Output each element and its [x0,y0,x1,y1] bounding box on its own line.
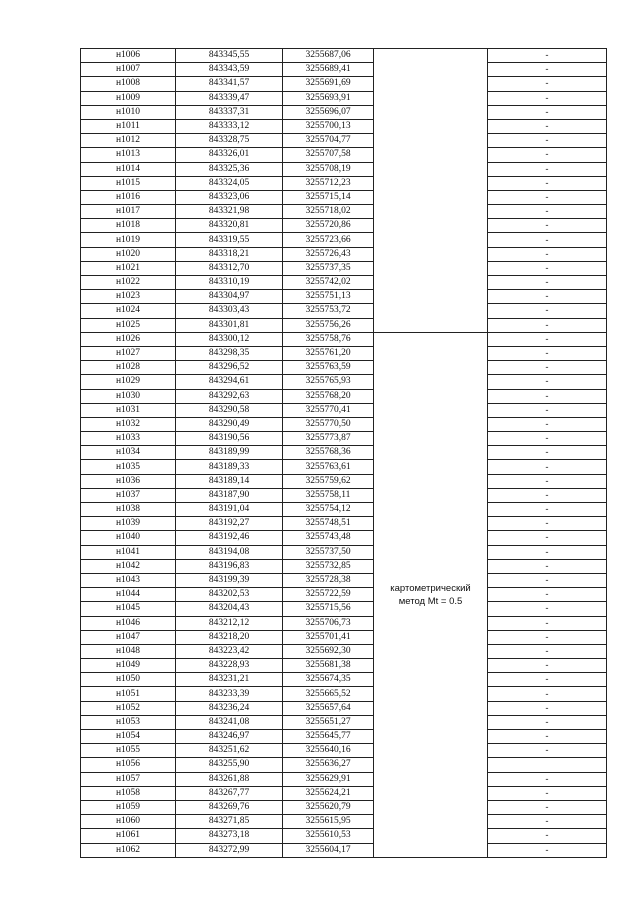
point-id-cell: н1024 [81,304,176,318]
note-dash-cell: - [488,531,607,545]
note-dash-cell: - [488,616,607,630]
table-row [81,659,607,673]
y-coordinate-cell: 3255624,21 [283,786,374,800]
note-dash-cell: - [488,290,607,304]
point-id-cell: н1052 [81,701,176,715]
table-row [81,474,607,488]
table-row [81,843,607,857]
x-coordinate-cell: 843218,20 [176,630,283,644]
note-dash-cell: - [488,190,607,204]
note-dash-cell: - [488,318,607,332]
coordinates-table [80,48,607,858]
y-coordinate-cell: 3255720,86 [283,219,374,233]
point-id-cell: н1036 [81,474,176,488]
y-coordinate-cell: 3255751,13 [283,290,374,304]
x-coordinate-cell: 843192,46 [176,531,283,545]
table-row [81,233,607,247]
y-coordinate-cell: 3255732,85 [283,559,374,573]
x-coordinate-cell: 843318,21 [176,247,283,261]
x-coordinate-cell: 843339,47 [176,91,283,105]
point-id-cell: н1012 [81,134,176,148]
table-row [81,715,607,729]
point-id-cell: н1032 [81,417,176,431]
note-dash-cell: - [488,261,607,275]
y-coordinate-cell: 3255743,48 [283,531,374,545]
note-dash-cell: - [488,49,607,63]
y-coordinate-cell: 3255759,62 [283,474,374,488]
point-id-cell: н1020 [81,247,176,261]
y-coordinate-cell: 3255763,59 [283,361,374,375]
x-coordinate-cell: 843196,83 [176,559,283,573]
y-coordinate-cell: 3255748,51 [283,517,374,531]
table-row [81,800,607,814]
y-coordinate-cell: 3255728,38 [283,573,374,587]
y-coordinate-cell: 3255737,35 [283,261,374,275]
table-row [81,304,607,318]
point-id-cell: н1060 [81,815,176,829]
note-dash-cell: - [488,134,607,148]
point-id-cell: н1051 [81,687,176,701]
x-coordinate-cell: 843301,81 [176,318,283,332]
note-dash-cell: - [488,588,607,602]
x-coordinate-cell: 843194,08 [176,545,283,559]
point-id-cell: н1008 [81,77,176,91]
x-coordinate-cell: 843323,06 [176,190,283,204]
y-coordinate-cell: 3255701,41 [283,630,374,644]
point-id-cell: н1023 [81,290,176,304]
table-row [81,148,607,162]
note-dash-cell [488,758,607,772]
point-id-cell: н1049 [81,659,176,673]
x-coordinate-cell: 843255,90 [176,758,283,772]
y-coordinate-cell: 3255753,72 [283,304,374,318]
table-row [81,744,607,758]
x-coordinate-cell: 843199,39 [176,573,283,587]
point-id-cell: н1044 [81,588,176,602]
method-cell-upper [374,49,488,333]
x-coordinate-cell: 843272,99 [176,843,283,857]
point-id-cell: н1029 [81,375,176,389]
x-coordinate-cell: 843312,70 [176,261,283,275]
note-dash-cell: - [488,715,607,729]
table-row [81,389,607,403]
x-coordinate-cell: 843267,77 [176,786,283,800]
table-row [81,503,607,517]
y-coordinate-cell: 3255715,56 [283,602,374,616]
y-coordinate-cell: 3255758,76 [283,332,374,346]
point-id-cell: н1061 [81,829,176,843]
note-dash-cell: - [488,176,607,190]
y-coordinate-cell: 3255706,73 [283,616,374,630]
point-id-cell: н1033 [81,432,176,446]
note-dash-cell: - [488,559,607,573]
point-id-cell: н1053 [81,715,176,729]
table-row [81,786,607,800]
x-coordinate-cell: 843328,75 [176,134,283,148]
note-dash-cell: - [488,375,607,389]
table-row [81,531,607,545]
y-coordinate-cell: 3255770,50 [283,417,374,431]
point-id-cell: н1042 [81,559,176,573]
y-coordinate-cell: 3255773,87 [283,432,374,446]
table-row [81,134,607,148]
table-row [81,488,607,502]
table-row [81,644,607,658]
y-coordinate-cell: 3255758,11 [283,488,374,502]
method-cell [374,332,488,857]
y-coordinate-cell: 3255636,27 [283,758,374,772]
table-row [81,815,607,829]
x-coordinate-cell: 843212,12 [176,616,283,630]
table-row [81,758,607,772]
note-dash-cell: - [488,91,607,105]
x-coordinate-cell: 843326,01 [176,148,283,162]
table-row [81,361,607,375]
note-dash-cell: - [488,659,607,673]
point-id-cell: н1025 [81,318,176,332]
x-coordinate-cell: 843298,35 [176,346,283,360]
point-id-cell: н1015 [81,176,176,190]
y-coordinate-cell: 3255689,41 [283,63,374,77]
y-coordinate-cell: 3255768,20 [283,389,374,403]
x-coordinate-cell: 843261,88 [176,772,283,786]
table-row [81,105,607,119]
note-dash-cell: - [488,517,607,531]
table-row [81,545,607,559]
table-row [81,162,607,176]
table-row [81,673,607,687]
point-id-cell: н1062 [81,843,176,857]
y-coordinate-cell: 3255610,53 [283,829,374,843]
x-coordinate-cell: 843337,31 [176,105,283,119]
y-coordinate-cell: 3255763,61 [283,460,374,474]
y-coordinate-cell: 3255700,13 [283,119,374,133]
note-dash-cell: - [488,247,607,261]
point-id-cell: н1058 [81,786,176,800]
table-row [81,829,607,843]
y-coordinate-cell: 3255726,43 [283,247,374,261]
x-coordinate-cell: 843310,19 [176,276,283,290]
y-coordinate-cell: 3255718,02 [283,205,374,219]
table-row [81,205,607,219]
x-coordinate-cell: 843300,12 [176,332,283,346]
x-coordinate-cell: 843341,57 [176,77,283,91]
table-row [81,417,607,431]
y-coordinate-cell: 3255768,36 [283,446,374,460]
x-coordinate-cell: 843290,58 [176,403,283,417]
note-dash-cell: - [488,219,607,233]
x-coordinate-cell: 843320,81 [176,219,283,233]
point-id-cell: н1046 [81,616,176,630]
point-id-cell: н1038 [81,503,176,517]
note-dash-cell: - [488,488,607,502]
note-dash-cell: - [488,829,607,843]
y-coordinate-cell: 3255722,59 [283,588,374,602]
y-coordinate-cell: 3255615,95 [283,815,374,829]
note-dash-cell: - [488,673,607,687]
note-dash-cell: - [488,545,607,559]
table-row [81,772,607,786]
point-id-cell: н1028 [81,361,176,375]
x-coordinate-cell: 843189,33 [176,460,283,474]
note-dash-cell: - [488,503,607,517]
y-coordinate-cell: 3255692,30 [283,644,374,658]
point-id-cell: н1016 [81,190,176,204]
x-coordinate-cell: 843304,97 [176,290,283,304]
point-id-cell: н1011 [81,119,176,133]
y-coordinate-cell: 3255770,41 [283,403,374,417]
point-id-cell: н1041 [81,545,176,559]
y-coordinate-cell: 3255693,91 [283,91,374,105]
y-coordinate-cell: 3255640,16 [283,744,374,758]
note-dash-cell: - [488,815,607,829]
table-row [81,687,607,701]
y-coordinate-cell: 3255657,64 [283,701,374,715]
point-id-cell: н1031 [81,403,176,417]
table-row [81,403,607,417]
x-coordinate-cell: 843192,27 [176,517,283,531]
x-coordinate-cell: 843325,36 [176,162,283,176]
point-id-cell: н1019 [81,233,176,247]
x-coordinate-cell: 843241,08 [176,715,283,729]
x-coordinate-cell: 843290,49 [176,417,283,431]
y-coordinate-cell: 3255704,77 [283,134,374,148]
table-row [81,276,607,290]
point-id-cell: н1026 [81,332,176,346]
table-row [81,559,607,573]
y-coordinate-cell: 3255687,06 [283,49,374,63]
y-coordinate-cell: 3255629,91 [283,772,374,786]
point-id-cell: н1045 [81,602,176,616]
y-coordinate-cell: 3255665,52 [283,687,374,701]
note-dash-cell: - [488,389,607,403]
point-id-cell: н1027 [81,346,176,360]
y-coordinate-cell: 3255681,38 [283,659,374,673]
table-row [81,588,607,602]
note-dash-cell: - [488,701,607,715]
point-id-cell: н1040 [81,531,176,545]
table-row [81,517,607,531]
note-dash-cell: - [488,730,607,744]
note-dash-cell: - [488,332,607,346]
note-dash-cell: - [488,602,607,616]
y-coordinate-cell: 3255707,58 [283,148,374,162]
point-id-cell: н1055 [81,744,176,758]
x-coordinate-cell: 843303,43 [176,304,283,318]
table-row [81,460,607,474]
note-dash-cell: - [488,276,607,290]
note-dash-cell: - [488,162,607,176]
x-coordinate-cell: 843319,55 [176,233,283,247]
y-coordinate-cell: 3255756,26 [283,318,374,332]
y-coordinate-cell: 3255712,23 [283,176,374,190]
y-coordinate-cell: 3255708,19 [283,162,374,176]
x-coordinate-cell: 843236,24 [176,701,283,715]
coordinates-table-body [81,49,607,858]
point-id-cell: н1009 [81,91,176,105]
table-row [81,63,607,77]
x-coordinate-cell: 843191,04 [176,503,283,517]
table-row [81,375,607,389]
y-coordinate-cell: 3255715,14 [283,190,374,204]
table-row [81,432,607,446]
point-id-cell: н1014 [81,162,176,176]
y-coordinate-cell: 3255737,50 [283,545,374,559]
point-id-cell: н1021 [81,261,176,275]
y-coordinate-cell: 3255765,93 [283,375,374,389]
note-dash-cell: - [488,105,607,119]
y-coordinate-cell: 3255691,69 [283,77,374,91]
table-row [81,446,607,460]
x-coordinate-cell: 843321,98 [176,205,283,219]
note-dash-cell: - [488,772,607,786]
note-dash-cell: - [488,687,607,701]
x-coordinate-cell: 843294,61 [176,375,283,389]
y-coordinate-cell: 3255674,35 [283,673,374,687]
table-row [81,701,607,715]
table-row [81,630,607,644]
point-id-cell: н1056 [81,758,176,772]
table-row [81,573,607,587]
x-coordinate-cell: 843189,14 [176,474,283,488]
x-coordinate-cell: 843324,05 [176,176,283,190]
note-dash-cell: - [488,432,607,446]
point-id-cell: н1006 [81,49,176,63]
x-coordinate-cell: 843204,43 [176,602,283,616]
point-id-cell: н1037 [81,488,176,502]
table-row [81,219,607,233]
table-row [81,261,607,275]
note-dash-cell: - [488,148,607,162]
method-label-line2: метод Mt = 0.5 [398,595,463,607]
x-coordinate-cell: 843343,59 [176,63,283,77]
point-id-cell: н1039 [81,517,176,531]
x-coordinate-cell: 843228,93 [176,659,283,673]
note-dash-cell: - [488,474,607,488]
table-row [81,49,607,63]
point-id-cell: н1047 [81,630,176,644]
table-row [81,616,607,630]
table-row [81,176,607,190]
point-id-cell: н1022 [81,276,176,290]
x-coordinate-cell: 843189,99 [176,446,283,460]
note-dash-cell: - [488,77,607,91]
note-dash-cell: - [488,63,607,77]
x-coordinate-cell: 843333,12 [176,119,283,133]
y-coordinate-cell: 3255742,02 [283,276,374,290]
x-coordinate-cell: 843202,53 [176,588,283,602]
table-row [81,247,607,261]
x-coordinate-cell: 843271,85 [176,815,283,829]
table-row [81,77,607,91]
y-coordinate-cell: 3255645,77 [283,730,374,744]
x-coordinate-cell: 843231,21 [176,673,283,687]
table-row [81,602,607,616]
y-coordinate-cell: 3255620,79 [283,800,374,814]
point-id-cell: н1030 [81,389,176,403]
x-coordinate-cell: 843296,52 [176,361,283,375]
table-row [81,290,607,304]
y-coordinate-cell: 3255754,12 [283,503,374,517]
note-dash-cell: - [488,573,607,587]
note-dash-cell: - [488,233,607,247]
point-id-cell: н1054 [81,730,176,744]
table-row [81,119,607,133]
x-coordinate-cell: 843292,63 [176,389,283,403]
x-coordinate-cell: 843246,97 [176,730,283,744]
point-id-cell: н1057 [81,772,176,786]
x-coordinate-cell: 843251,62 [176,744,283,758]
note-dash-cell: - [488,446,607,460]
table-row [81,318,607,332]
note-dash-cell: - [488,119,607,133]
note-dash-cell: - [488,403,607,417]
x-coordinate-cell: 843233,39 [176,687,283,701]
note-dash-cell: - [488,346,607,360]
note-dash-cell: - [488,843,607,857]
y-coordinate-cell: 3255761,20 [283,346,374,360]
x-coordinate-cell: 843345,55 [176,49,283,63]
note-dash-cell: - [488,460,607,474]
point-id-cell: н1018 [81,219,176,233]
x-coordinate-cell: 843187,90 [176,488,283,502]
x-coordinate-cell: 843269,76 [176,800,283,814]
point-id-cell: н1007 [81,63,176,77]
table-row [81,91,607,105]
y-coordinate-cell: 3255604,17 [283,843,374,857]
table-row [81,332,607,346]
point-id-cell: н1035 [81,460,176,474]
point-id-cell: н1034 [81,446,176,460]
point-id-cell: н1048 [81,644,176,658]
note-dash-cell: - [488,630,607,644]
note-dash-cell: - [488,786,607,800]
y-coordinate-cell: 3255651,27 [283,715,374,729]
note-dash-cell: - [488,361,607,375]
table-row [81,730,607,744]
point-id-cell: н1043 [81,573,176,587]
point-id-cell: н1010 [81,105,176,119]
method-label-line1: картометрический [390,582,471,594]
point-id-cell: н1059 [81,800,176,814]
note-dash-cell: - [488,417,607,431]
note-dash-cell: - [488,644,607,658]
table-row [81,190,607,204]
note-dash-cell: - [488,800,607,814]
point-id-cell: н1013 [81,148,176,162]
x-coordinate-cell: 843273,18 [176,829,283,843]
x-coordinate-cell: 843223,42 [176,644,283,658]
x-coordinate-cell: 843190,56 [176,432,283,446]
point-id-cell: н1050 [81,673,176,687]
note-dash-cell: - [488,205,607,219]
y-coordinate-cell: 3255696,07 [283,105,374,119]
note-dash-cell: - [488,304,607,318]
y-coordinate-cell: 3255723,66 [283,233,374,247]
note-dash-cell: - [488,744,607,758]
point-id-cell: н1017 [81,205,176,219]
table-row [81,346,607,360]
